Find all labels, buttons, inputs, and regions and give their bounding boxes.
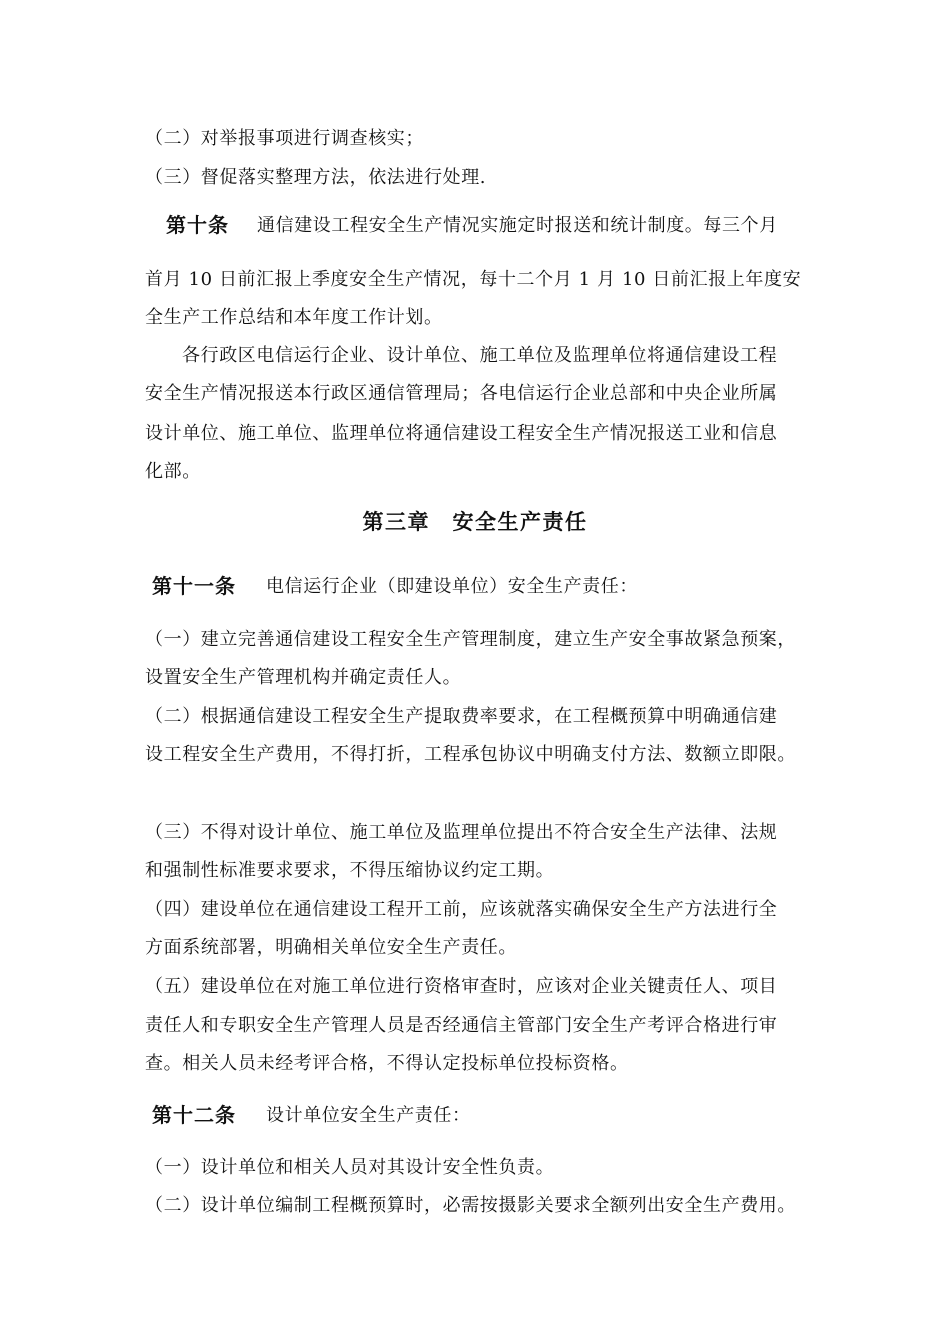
article-11-clause-2-line-1: （二）根据通信建设工程安全生产提取费率要求，在工程概预算中明确通信建 (145, 706, 778, 727)
clause-3-supervise: （三）督促落实整理方法，依法进行处理. (145, 167, 487, 188)
chapter-3-title: 第三章 安全生产责任 (362, 509, 588, 534)
article-12-heading: 第十二条 (152, 1103, 236, 1127)
article-11-clause-4-line-1: （四）建设单位在通信建设工程开工前，应该就落实确保安全生产方法进行全 (145, 899, 778, 920)
article-11-heading: 第十一条 (152, 574, 236, 598)
article-11-clause-3-line-2: 和强制性标准要求要求，不得压缩协议约定工期。 (145, 860, 555, 881)
article-11-clause-5-line-3: 查。相关人员未经考评合格，不得认定投标单位投标资格。 (145, 1053, 629, 1074)
article-10-para-2-line-2: 安全生产情况报送本行政区通信管理局；各电信运行企业总部和中央企业所属 (145, 383, 778, 404)
article-11-clause-3-line-1: （三）不得对设计单位、施工单位及监理单位提出不符合安全生产法律、法规 (145, 822, 778, 843)
article-11-clause-1-line-2: 设置安全生产管理机构并确定责任人。 (145, 667, 462, 688)
article-10-para-2-line-4: 化部。 (145, 461, 201, 482)
clause-2-investigate: （二）对举报事项进行调查核实； (145, 128, 424, 149)
article-11-clause-4-line-2: 方面系统部署，明确相关单位安全生产责任。 (145, 937, 517, 958)
article-11-clause-5-line-1: （五）建设单位在对施工单位进行资格审查时，应该对企业关键责任人、项目 (145, 976, 778, 997)
article-11-clause-5-line-2: 责任人和专职安全生产管理人员是否经通信主管部门安全生产考评合格进行审 (145, 1015, 778, 1036)
article-11-clause-2-line-2: 设工程安全生产费用，不得打折，工程承包协议中明确支付方法、数额立即限。 (145, 744, 796, 765)
article-10-heading: 第十条 (166, 213, 229, 237)
article-10-para-2-line-1: 各行政区电信运行企业、设计单位、施工单位及监理单位将通信建设工程 (182, 345, 778, 366)
article-10-para-2-line-3: 设计单位、施工单位、监理单位将通信建设工程安全生产情况报送工业和信息 (145, 423, 778, 444)
article-11-clause-1-line-1: （一）建立完善通信建设工程安全生产管理制度，建立生产安全事故紧急预案， (145, 629, 796, 650)
article-10-line-3: 全生产工作总结和本年度工作计划。 (145, 307, 443, 328)
article-11-text: 电信运行企业（即建设单位）安全生产责任： (266, 576, 638, 597)
article-10-line-2: 首月 10 日前汇报上季度安全生产情况，每十二个月 1 月 10 日前汇报上年度安 (145, 269, 802, 290)
article-12-clause-2: （二）设计单位编制工程概预算时，必需按摄影关要求全额列出安全生产费用。 (145, 1195, 796, 1216)
article-10-text: 通信建设工程安全生产情况实施定时报送和统计制度。每三个月 (257, 215, 778, 236)
article-12-clause-1: （一）设计单位和相关人员对其设计安全性负责。 (145, 1157, 555, 1178)
article-12-text: 设计单位安全生产责任： (266, 1105, 471, 1126)
